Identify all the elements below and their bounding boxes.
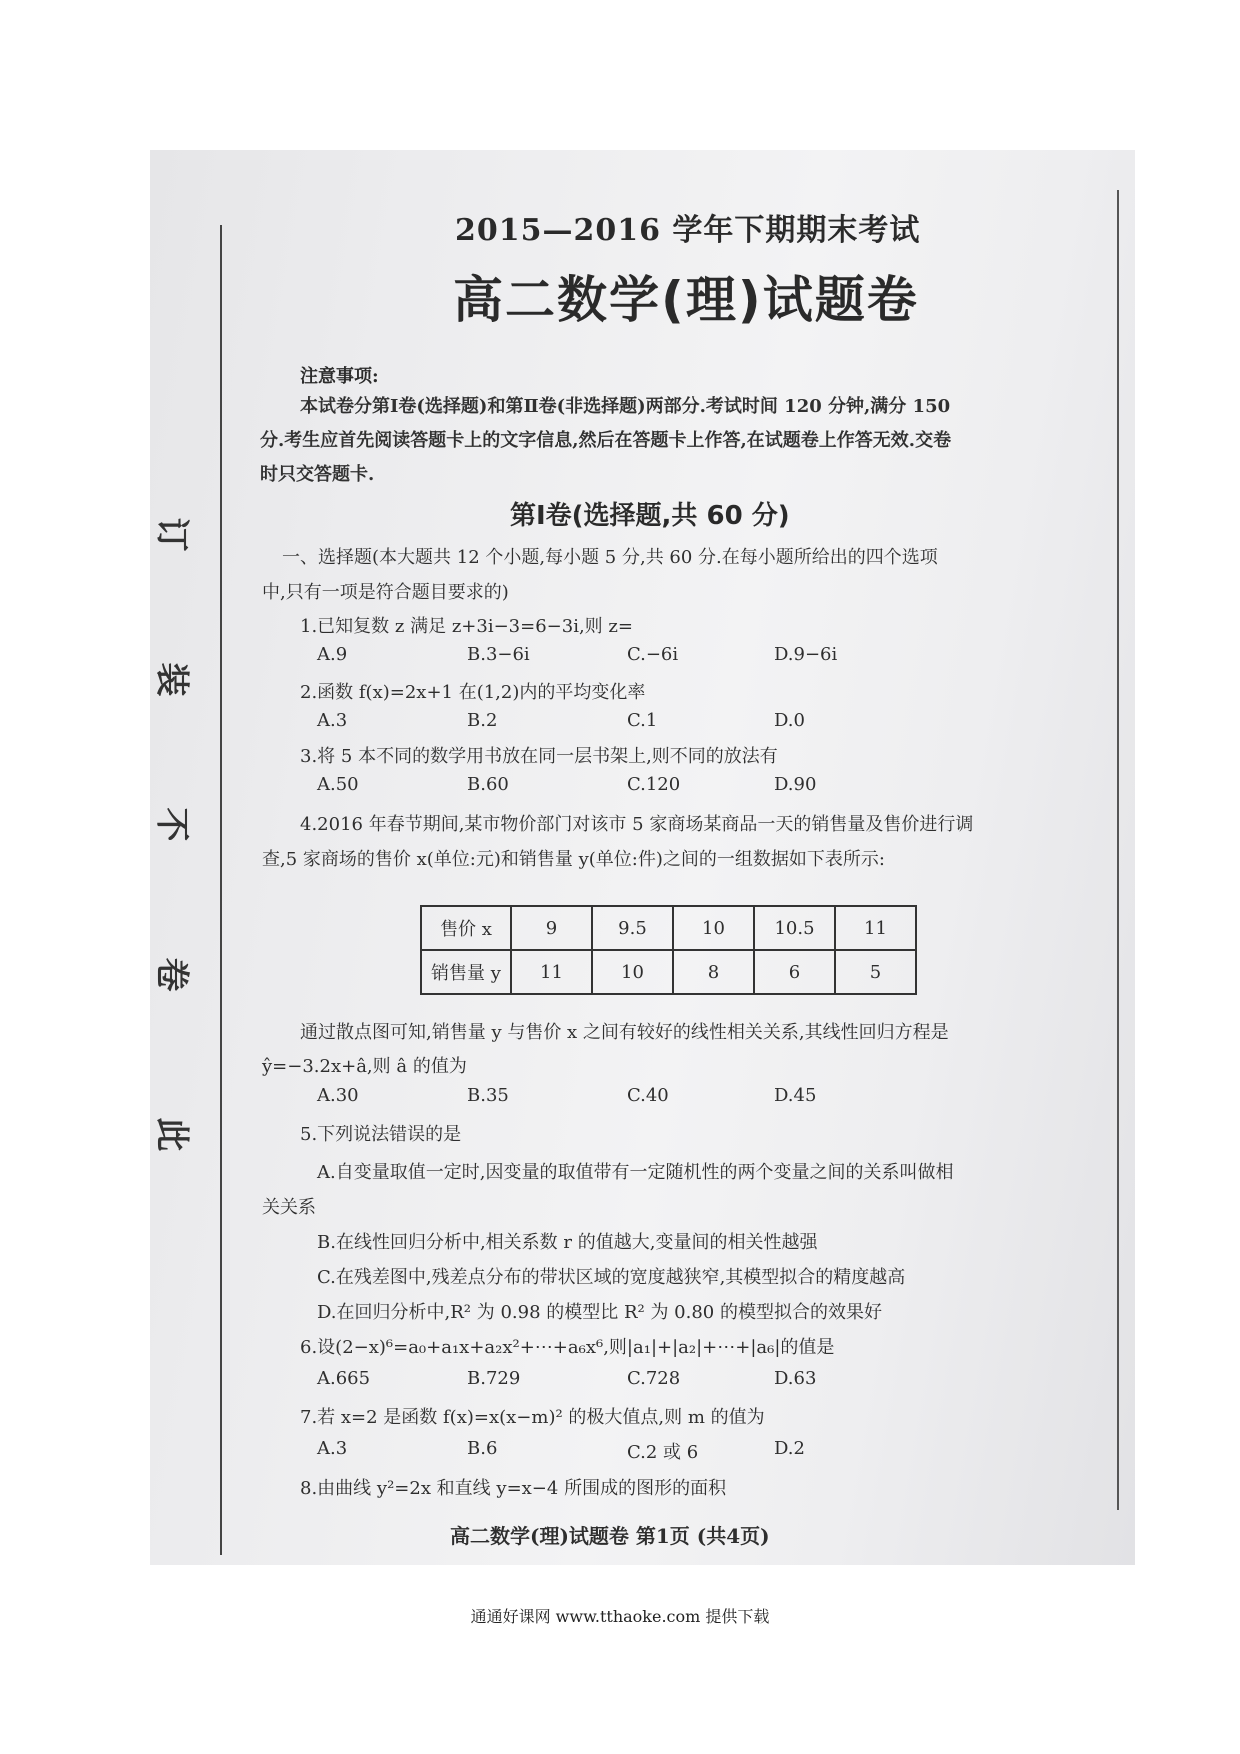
question-4-option: D.45 — [774, 1085, 817, 1106]
download-credit: 通通好课网 www.tthaoke.com 提供下载 — [470, 1607, 770, 1626]
question-4-option: A.30 — [317, 1085, 359, 1106]
binding-line — [220, 225, 222, 1555]
question-3-option: A.50 — [317, 774, 359, 795]
question-1-stem: 1.已知复数 z 满足 z+3i−3=6−3i,则 z= — [300, 616, 633, 637]
section-title: 第Ⅰ卷(选择题,共 60 分) — [510, 501, 790, 531]
question-7-option: D.2 — [774, 1438, 805, 1459]
binding-char: 订 — [151, 517, 192, 552]
question-5-choice: 关关系 — [262, 1197, 316, 1218]
table-cell: 5 — [835, 950, 916, 994]
data-table — [420, 905, 917, 995]
question-1-option: C.−6i — [627, 644, 679, 665]
table-cell: 9 — [511, 906, 592, 950]
question-2-option: D.0 — [774, 710, 805, 731]
exam-paper — [150, 150, 1135, 1565]
question-2-option: A.3 — [317, 710, 348, 731]
section-instruction: 中,只有一项是符合题目要求的) — [262, 582, 509, 603]
question-7-option: B.6 — [467, 1438, 498, 1459]
binding-char: 装 — [151, 662, 192, 697]
question-7-option: A.3 — [317, 1438, 348, 1459]
question-7-option: C.2 或 6 — [627, 1442, 699, 1463]
table-cell: 9.5 — [592, 906, 673, 950]
question-6-option: C.728 — [627, 1368, 681, 1389]
question-2-option: B.2 — [467, 710, 498, 731]
table-cell: 10 — [592, 950, 673, 994]
question-5-stem: 5.下列说法错误的是 — [300, 1124, 462, 1145]
binding-char: 卷 — [151, 957, 192, 992]
question-4-option: C.40 — [627, 1085, 669, 1106]
table-cell: 10.5 — [754, 906, 835, 950]
exam-year-line: 2015—2016 学年下期期末考试 — [455, 213, 921, 248]
table-row — [421, 950, 916, 994]
table-cell: 11 — [511, 950, 592, 994]
table-cell: 6 — [754, 950, 835, 994]
question-1-option: B.3−6i — [467, 644, 530, 665]
question-5-choice: A.自变量取值一定时,因变量的取值带有一定随机性的两个变量之间的关系叫做相 — [317, 1162, 954, 1183]
question-5-choice: B.在线性回归分析中,相关系数 r 的值越大,变量间的相关性越强 — [317, 1232, 818, 1253]
table-cell: 10 — [673, 906, 754, 950]
question-2-option: C.1 — [627, 710, 658, 731]
notice-title: 注意事项: — [300, 366, 379, 387]
exam-title: 高二数学(理)试题卷 — [453, 271, 919, 329]
notice-line: 本试卷分第Ⅰ卷(选择题)和第Ⅱ卷(非选择题)两部分.考试时间 120 分钟,满分 150 — [300, 396, 951, 417]
page-edge-line — [1117, 190, 1119, 1510]
table-row — [421, 906, 916, 950]
question-3-option: C.120 — [627, 774, 681, 795]
question-3-stem: 3.将 5 本不同的数学用书放在同一层书架上,则不同的放法有 — [300, 746, 778, 767]
question-7-stem: 7.若 x=2 是函数 f(x)=x(x−m)² 的极大值点,则 m 的值为 — [300, 1407, 765, 1428]
question-5-choice: D.在回归分析中,R² 为 0.98 的模型比 R² 为 0.80 的模型拟合的效果好 — [317, 1302, 882, 1323]
table-cell: 11 — [835, 906, 916, 950]
question-1-option: A.9 — [317, 644, 348, 665]
question-2-stem: 2.函数 f(x)=2x+1 在(1,2)内的平均变化率 — [300, 682, 646, 703]
question-3-option: D.90 — [774, 774, 817, 795]
table-header-cell: 售价 x — [421, 906, 511, 950]
table-header-cell: 销售量 y — [421, 950, 511, 994]
table-cell: 8 — [673, 950, 754, 994]
binding-char: 此 — [151, 1117, 192, 1152]
question-4-text: 通过散点图可知,销售量 y 与售价 x 之间有较好的线性相关关系,其线性回归方程是 — [300, 1022, 949, 1043]
page-footer: 高二数学(理)试题卷 第1页 (共4页) — [450, 1524, 770, 1548]
question-4-text: ŷ=−3.2x+â,则 â 的值为 — [262, 1056, 467, 1077]
notice-body — [260, 390, 1135, 492]
question-6-option: D.63 — [774, 1368, 817, 1389]
question-1-option: D.9−6i — [774, 644, 838, 665]
notice-line: 分.考生应首先阅读答题卡上的文字信息,然后在答题卡上作答,在试题卷上作答无效.交卷 — [260, 430, 952, 451]
question-4-stem: 4.2016 年春节期间,某市物价部门对该市 5 家商场某商品一天的销售量及售价进行调 — [300, 814, 974, 835]
binding-char: 不 — [151, 807, 192, 842]
question-8-stem: 8.由曲线 y²=2x 和直线 y=x−4 所围成的图形的面积 — [300, 1478, 727, 1499]
exam-photo — [150, 150, 1135, 1565]
question-5-choice: C.在残差图中,残差点分布的带状区域的宽度越狭窄,其模型拟合的精度越高 — [317, 1267, 906, 1288]
question-6-option: A.665 — [317, 1368, 371, 1389]
question-4-stem: 查,5 家商场的售价 x(单位:元)和销售量 y(单位:件)之间的一组数据如下表所示: — [262, 849, 885, 870]
question-4-option: B.35 — [467, 1085, 509, 1106]
question-3-option: B.60 — [467, 774, 509, 795]
notice-line: 时只交答题卡. — [260, 464, 375, 485]
question-6-stem: 6.设(2−x)⁶=a₀+a₁x+a₂x²+⋯+a₆x⁶,则|a₁|+|a₂|+⋯+|a₆|的值是 — [300, 1337, 835, 1358]
section-instruction: 一、选择题(本大题共 12 个小题,每小题 5 分,共 60 分.在每小题所给出的四个选项 — [282, 547, 938, 568]
question-6-option: B.729 — [467, 1368, 521, 1389]
